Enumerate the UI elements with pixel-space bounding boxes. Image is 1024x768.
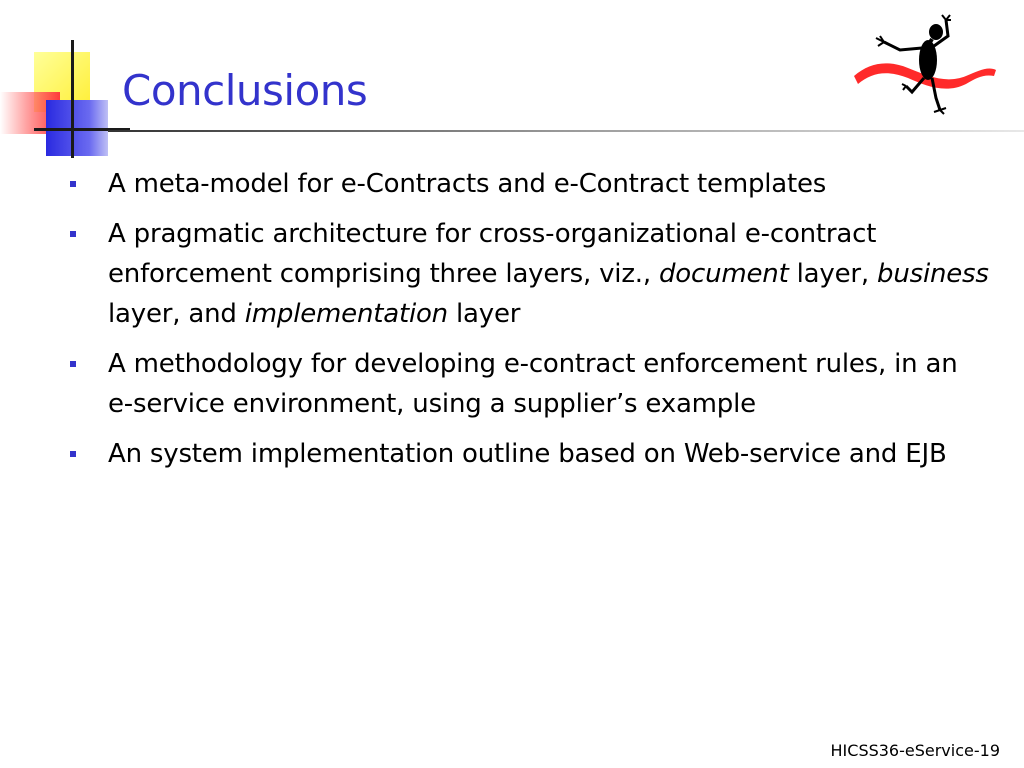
decor-vertical-line: [71, 40, 74, 158]
bullet-segment: layer: [447, 299, 521, 329]
bullet-marker: [70, 361, 76, 367]
bullet-text: [108, 349, 958, 419]
bullet-segment: A pragmatic architecture for cross-organizational e-contract enforcement comprising three layers, viz.,: [108, 219, 877, 289]
bullet-marker: [70, 181, 76, 187]
title-underline: [108, 130, 1024, 132]
bullet-item: [70, 164, 990, 204]
bullet-list: [70, 164, 990, 484]
slide-footer: HICSS36-eService-19: [830, 741, 1000, 760]
bullet-text: [108, 439, 947, 469]
runner-finish-line-icon: [850, 14, 1000, 120]
bullet-emphasis: implementation: [244, 299, 448, 329]
bullet-text: [108, 169, 826, 199]
bullet-emphasis: document: [658, 259, 789, 289]
bullet-item: [70, 434, 990, 474]
bullet-emphasis: business: [877, 259, 989, 289]
bullet-item: [70, 214, 990, 334]
slide-title: Conclusions: [122, 66, 368, 115]
bullet-segment: layer, and: [108, 299, 245, 329]
bullet-segment: layer,: [788, 259, 878, 289]
bullet-segment: A meta-model for e-Contracts and e-Contract templates: [108, 169, 827, 199]
bullet-segment: An system implementation outline based on Web-service and EJB: [108, 439, 947, 469]
bullet-item: [70, 344, 990, 424]
bullet-segment: A methodology for developing e-contract enforcement rules, in an e-service environment, using a supplier’s example: [108, 349, 958, 419]
bullet-marker: [70, 451, 76, 457]
bullet-text: [108, 219, 989, 329]
bullet-marker: [70, 231, 76, 237]
